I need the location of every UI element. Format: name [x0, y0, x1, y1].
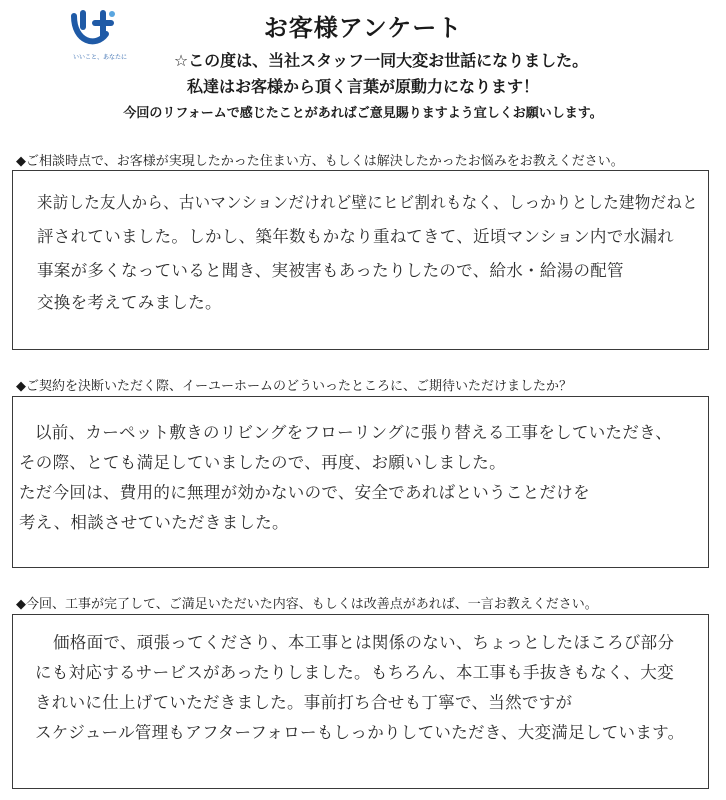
answer-line: 交換を考えてみました。 [37, 293, 222, 312]
answer-line: 来訪した友人から、古いマンションだけれど壁にヒビ割れもなく、しっかりとした建物だねと [37, 193, 698, 212]
logo-tagline: いいこと、あなたに [72, 54, 127, 61]
question-1-answer-box [12, 170, 709, 350]
question-2-label: ◆ご契約を決断いただく際、イーユーホームのどういったところに、ご期待いただけましたか？ [16, 379, 572, 394]
answer-line: スケジュール管理もアフターフォローもしっかりしていただき、大変満足しています。 [35, 723, 685, 742]
answer-line: 事案が多くなっていると聞き、実被害もあったりしたので、給水・給湯の配管 [37, 261, 624, 280]
answer-line: 価格面で、頑張ってくださり、本工事とは関係のない、ちょっとしたほころび部分 [53, 633, 675, 652]
question-1-label: ◆ご相談時点で、お客様が実現したかった住まい方、もしくは解決したかったお悩みをお教えください。 [16, 154, 624, 169]
intro-line-3: 今回のリフォームで感じたことがあればご意見賜りますよう宜しくお願いします。 [123, 106, 603, 121]
question-3-answer-box [12, 614, 709, 789]
question-2-answer-box [12, 396, 709, 568]
page-title: お客様アンケート [263, 14, 463, 42]
answer-line: その際、とても満足していましたので、再度、お願いしました。 [19, 453, 506, 472]
answer-line: 以前、カーペット敷きのリビングをフローリングに張り替える工事をしていただき、 [35, 423, 673, 442]
answer-line: ただ今回は、費用的に無理が効かないので、安全であればということだけを [19, 483, 590, 502]
question-3-label: ◆今回、工事が完了して、ご満足いただいた内容、もしくは改善点があれば、一言お教えください。 [16, 597, 598, 612]
answer-line: きれいに仕上げていただきました。事前打ち合せも丁寧で、当然ですが [35, 693, 573, 712]
answer-line: 評されていました。しかし、築年数もかなり重ねてきて、近頃マンション内で水漏れ [37, 227, 674, 246]
answer-line: にも対応するサービスがあったりしました。もちろん、本工事も手抜きもなく、大変 [35, 663, 674, 682]
answer-line: 考え、相談させていただきました。 [19, 513, 289, 532]
intro-line-2: 私達はお客様から頂く言葉が原動力になります！ [186, 77, 539, 96]
intro-line-1: ☆この度は、当社スタッフ一同大変お世話になりました。 [173, 51, 589, 70]
